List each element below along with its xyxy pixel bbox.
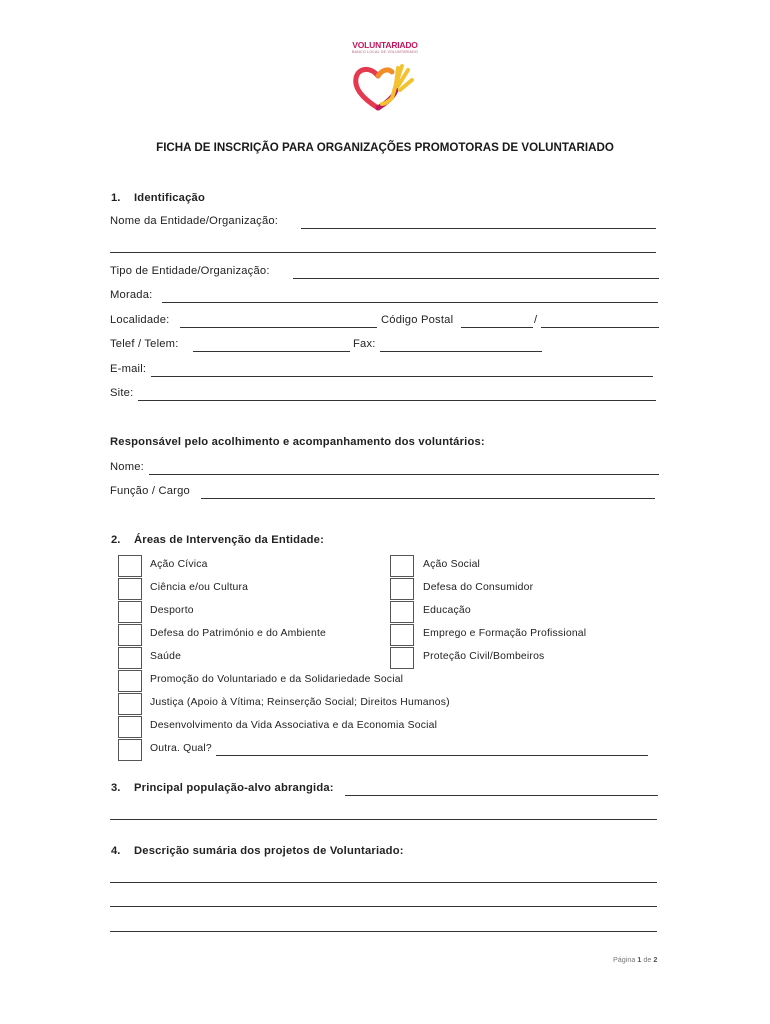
logo-name: VOLUNTARIADO xyxy=(352,40,418,50)
section1-number: 1. xyxy=(111,192,121,204)
option-patrimonio-ambiente: Defesa do Património e do Ambiente xyxy=(150,628,327,639)
page-number xyxy=(613,955,657,964)
checkbox-promocao-voluntariado[interactable] xyxy=(118,670,142,692)
section2-number: 2. xyxy=(111,534,121,546)
nome-entidade-field[interactable] xyxy=(301,228,656,229)
fax-label: Fax: xyxy=(353,338,376,350)
section2-heading: Áreas de Intervenção da Entidade: xyxy=(134,534,325,546)
telef-label: Telef / Telem: xyxy=(110,338,179,350)
checkbox-outra[interactable] xyxy=(118,739,142,761)
option-promocao-voluntariado: Promoção do Voluntariado e da Solidariedade Social xyxy=(150,674,404,685)
checkbox-justica[interactable] xyxy=(118,693,142,715)
responsavel-nome-label: Nome: xyxy=(110,461,144,473)
checkbox-emprego-formacao[interactable] xyxy=(390,624,414,646)
outra-qual-field[interactable] xyxy=(216,755,648,756)
site-field[interactable] xyxy=(138,400,656,401)
codigo-postal-field-2[interactable] xyxy=(541,327,659,328)
morada-field[interactable] xyxy=(162,302,658,303)
morada-label: Morada: xyxy=(110,289,153,301)
section4-number: 4. xyxy=(111,845,121,857)
checkbox-acao-social[interactable] xyxy=(390,555,414,577)
option-educacao: Educação xyxy=(423,605,471,616)
section3-heading: Principal população-alvo abrangida: xyxy=(134,782,334,794)
email-field[interactable] xyxy=(151,376,653,377)
option-emprego-formacao: Emprego e Formação Profissional xyxy=(423,628,587,639)
page-label: Página xyxy=(613,955,636,964)
nome-entidade-label: Nome da Entidade/Organização: xyxy=(110,215,279,227)
option-acao-social: Ação Social xyxy=(423,559,481,570)
checkbox-protecao-civil[interactable] xyxy=(390,647,414,669)
checkbox-defesa-consumidor[interactable] xyxy=(390,578,414,600)
responsavel-funcao-field[interactable] xyxy=(201,498,655,499)
option-protecao-civil: Proteção Civil/Bombeiros xyxy=(423,651,545,662)
total-pages: 2 xyxy=(653,955,658,964)
site-label: Site: xyxy=(110,387,134,399)
page-of: de xyxy=(643,955,652,964)
logo-subtitle: BANCO LOCAL DE VOLUNTARIADO xyxy=(352,50,418,54)
descricao-line-1[interactable] xyxy=(110,882,657,883)
nome-entidade-field-cont[interactable] xyxy=(110,252,656,253)
option-defesa-consumidor: Defesa do Consumidor xyxy=(423,582,534,593)
voluntariado-logo xyxy=(348,40,422,114)
codigo-postal-field-1[interactable] xyxy=(461,327,533,328)
checkbox-patrimonio-ambiente[interactable] xyxy=(118,624,142,646)
checkbox-educacao[interactable] xyxy=(390,601,414,623)
email-label: E-mail: xyxy=(110,363,147,375)
option-saude: Saúde xyxy=(150,651,182,662)
checkbox-acao-civica[interactable] xyxy=(118,555,142,577)
checkbox-saude[interactable] xyxy=(118,647,142,669)
option-desporto: Desporto xyxy=(150,605,194,616)
telef-field[interactable] xyxy=(193,351,350,352)
codigo-postal-separator: / xyxy=(534,314,538,326)
responsavel-heading: Responsável pelo acolhimento e acompanhamento dos voluntários: xyxy=(110,436,485,448)
option-acao-civica: Ação Cívica xyxy=(150,559,208,570)
localidade-field[interactable] xyxy=(180,327,377,328)
option-justica: Justiça (Apoio à Vítima; Reinserção Social; Direitos Humanos) xyxy=(150,697,450,708)
option-ciencia-cultura: Ciência e/ou Cultura xyxy=(150,582,249,593)
populacao-alvo-field[interactable] xyxy=(345,795,658,796)
populacao-alvo-field-cont[interactable] xyxy=(110,819,657,820)
heart-hand-icon xyxy=(348,54,422,114)
tipo-entidade-field[interactable] xyxy=(293,278,659,279)
descricao-line-3[interactable] xyxy=(110,931,657,932)
current-page: 1 xyxy=(637,955,642,964)
section4-heading: Descrição sumária dos projetos de Voluntariado: xyxy=(134,845,404,857)
responsavel-nome-field[interactable] xyxy=(149,474,659,475)
section1-heading: Identificação xyxy=(134,192,205,204)
descricao-line-2[interactable] xyxy=(110,906,657,907)
localidade-label: Localidade: xyxy=(110,314,170,326)
section3-number: 3. xyxy=(111,782,121,794)
checkbox-ciencia-cultura[interactable] xyxy=(118,578,142,600)
responsavel-funcao-label: Função / Cargo xyxy=(110,485,190,497)
option-vida-associativa: Desenvolvimento da Vida Associativa e da Economia Social xyxy=(150,720,438,731)
checkbox-desporto[interactable] xyxy=(118,601,142,623)
fax-field[interactable] xyxy=(380,351,542,352)
form-title: FICHA DE INSCRIÇÃO PARA ORGANIZAÇÕES PROMOTORAS DE VOLUNTARIADO xyxy=(156,141,614,154)
tipo-entidade-label: Tipo de Entidade/Organização: xyxy=(110,265,270,277)
option-outra: Outra. Qual? xyxy=(150,743,212,754)
checkbox-vida-associativa[interactable] xyxy=(118,716,142,738)
codigo-postal-label: Código Postal xyxy=(381,314,454,326)
